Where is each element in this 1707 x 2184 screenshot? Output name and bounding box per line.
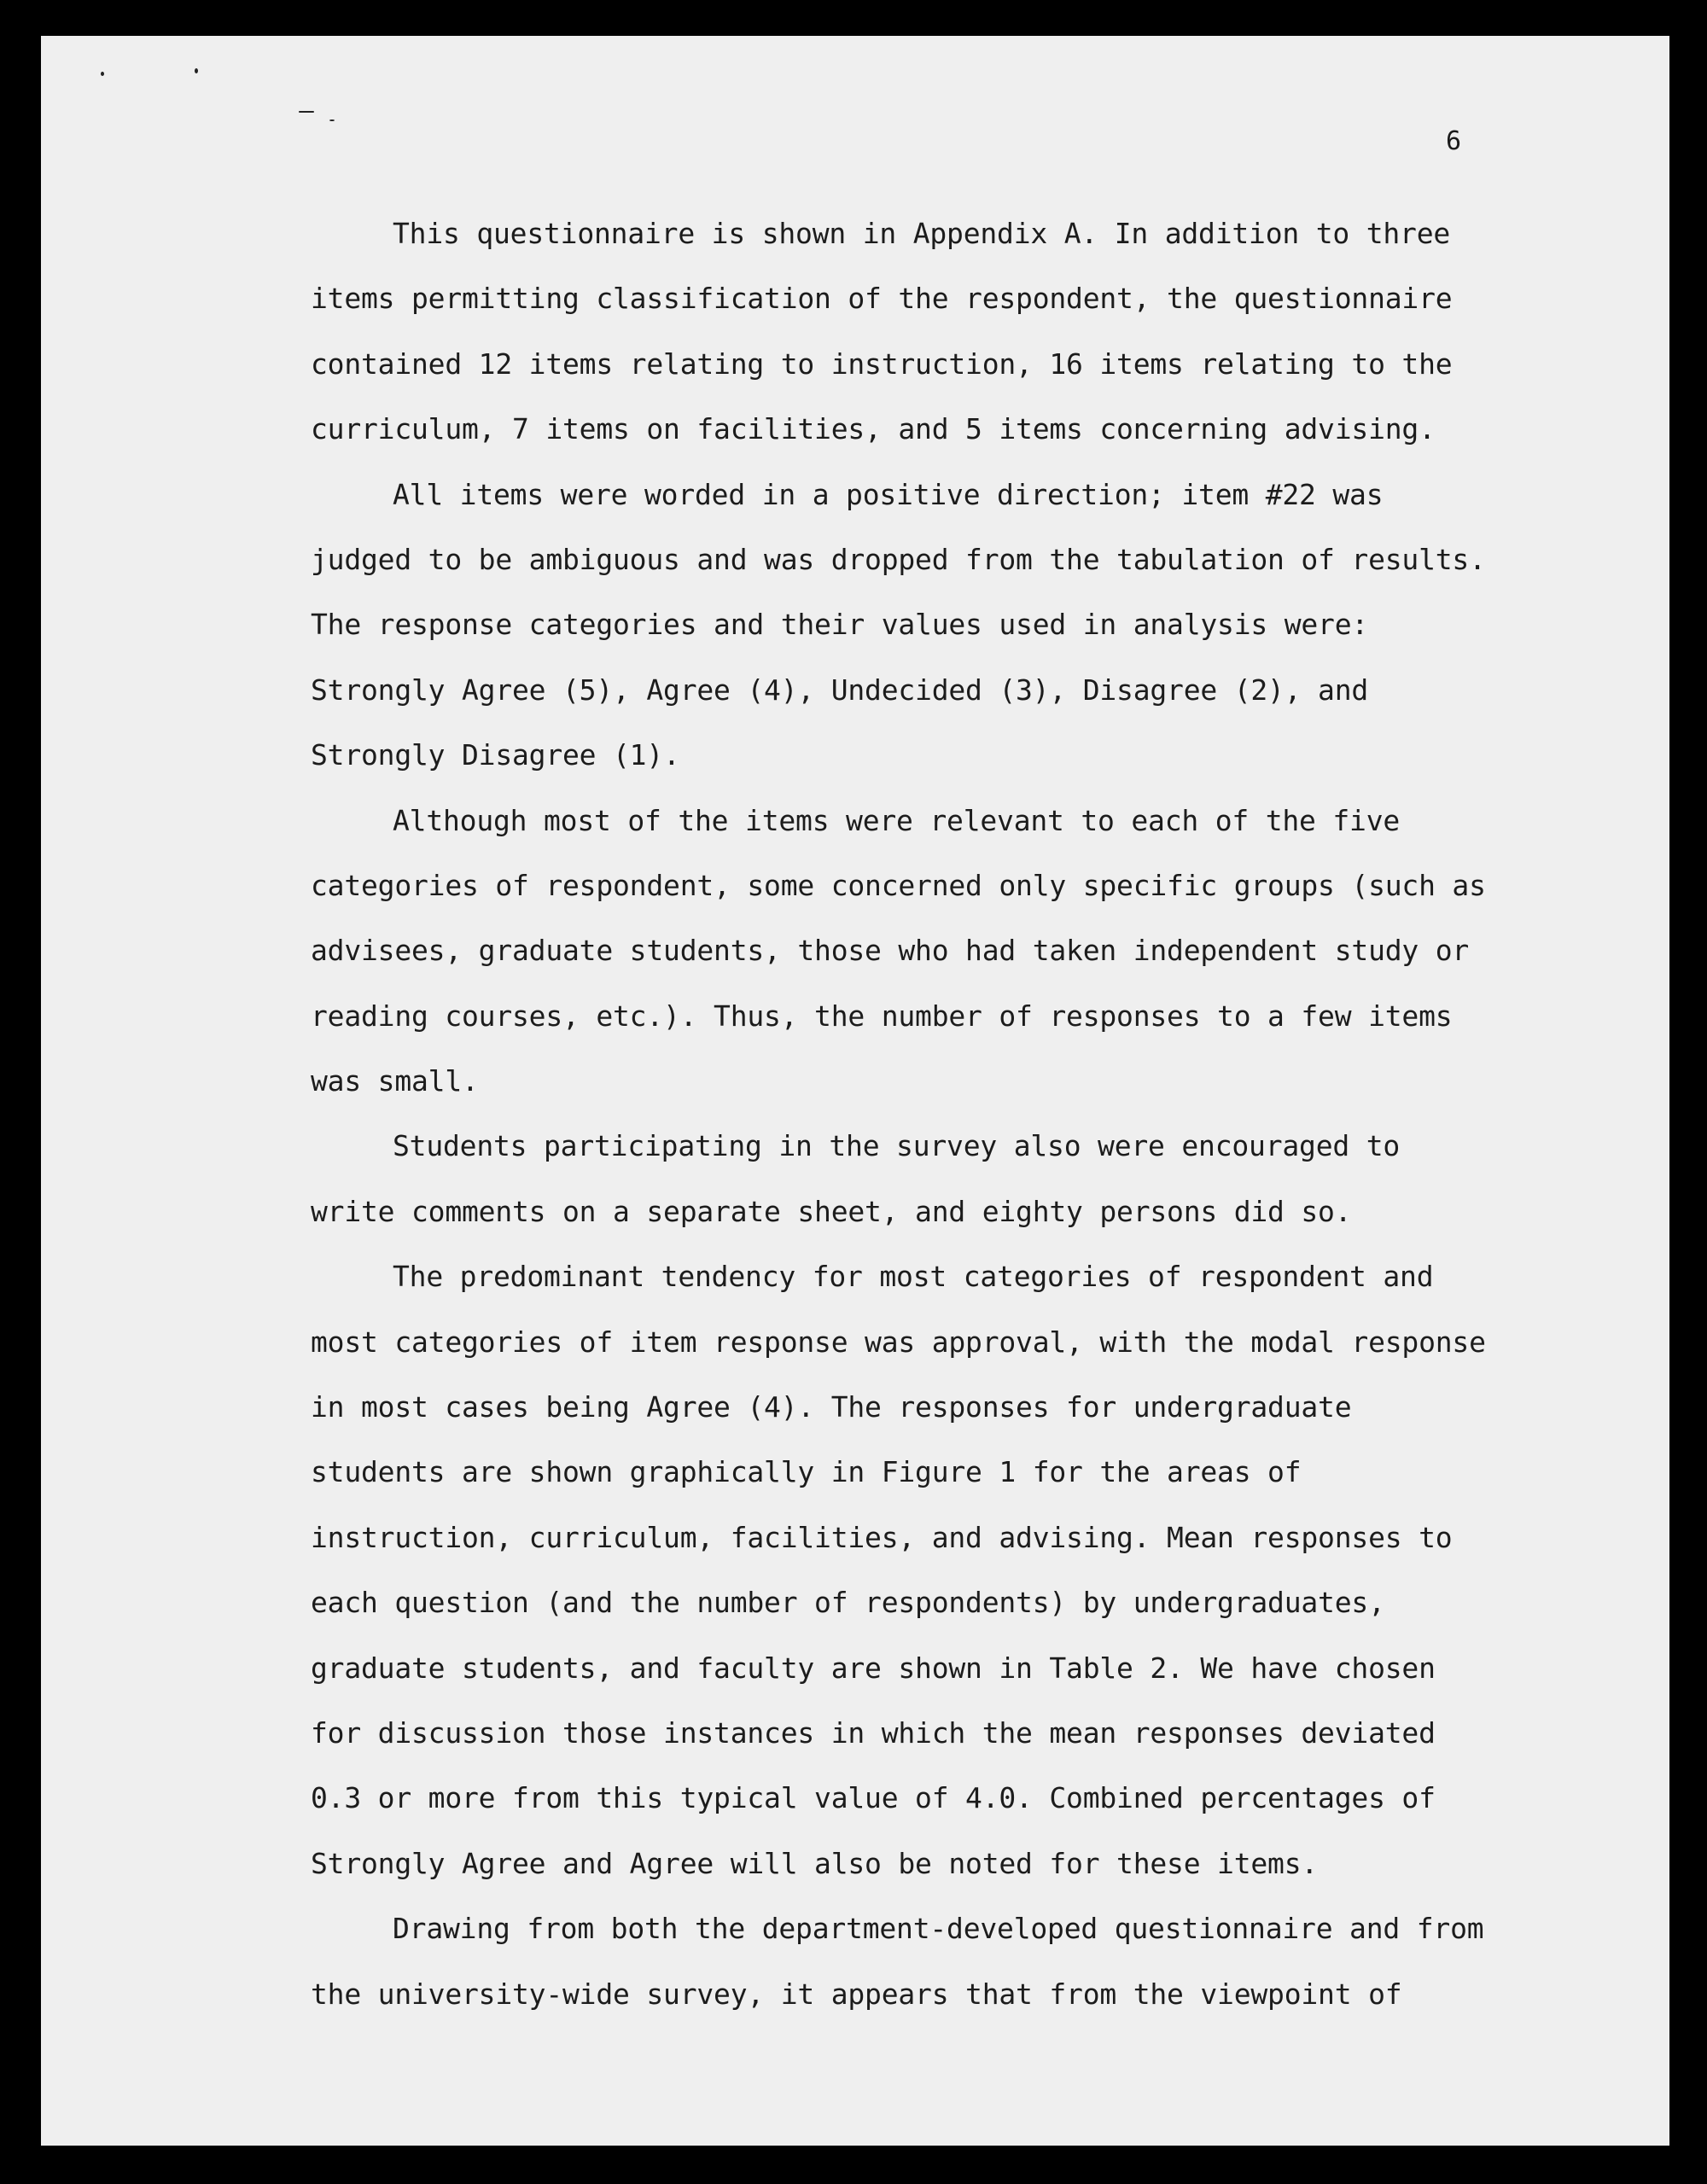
text-line: most categories of item response was approval, with the modal response [311,1325,1486,1359]
text-line: Strongly Disagree (1). [311,738,680,772]
text-line: The response categories and their values used in analysis were: [311,608,1369,642]
text-line: contained 12 items relating to instruction, 16 items relating to the [311,347,1453,381]
text-line: was small. [311,1064,479,1098]
text-line: The predominant tendency for most categories of respondent and [393,1260,1434,1294]
text-line: judged to be ambiguous and was dropped from the tabulation of results. [311,542,1486,576]
text-line: each question (and the number of respondents) by undergraduates, [311,1586,1385,1620]
text-line: reading courses, etc.). Thus, the number of responses to a few items [311,999,1453,1033]
text-line: instruction, curriculum, facilities, and advising. Mean responses to [311,1520,1453,1554]
body-text [311,201,1486,2027]
scan-speck [299,111,314,113]
text-line: students are shown graphically in Figure 1 for the areas of [311,1455,1302,1489]
page-number: 6 [1446,126,1462,156]
text-line: curriculum, 7 items on facilities, and 5 items concerning advising. [311,412,1436,446]
text-line: write comments on a separate sheet, and eighty persons did so. [311,1194,1352,1228]
text-line: All items were worded in a positive direction; item #22 was [393,477,1384,511]
text-line: advisees, graduate students, those who had taken independent study or [311,934,1470,968]
text-line: 0.3 or more from this typical value of 4.0. Combined percentages of [311,1781,1436,1815]
scan-speck [101,72,104,76]
text-line: Drawing from both the department-developed questionnaire and from [393,1912,1484,1946]
text-line: Strongly Agree (5), Agree (4), Undecided (3), Disagree (2), and [311,673,1369,707]
text-line: Strongly Agree and Agree will also be noted for these items. [311,1846,1319,1880]
text-line: for discussion those instances in which the mean responses deviated [311,1715,1436,1750]
scan-speck [329,119,335,121]
text-line: the university-wide survey, it appears that from the viewpoint of [311,1977,1402,2011]
scan-speck [195,68,198,73]
text-line: graduate students, and faculty are shown in Table 2. We have chosen [311,1651,1436,1685]
text-line: Students participating in the survey also were encouraged to [393,1129,1401,1163]
text-line: This questionnaire is shown in Appendix A. In addition to three [393,217,1451,250]
text-line: in most cases being Agree (4). The responses for undergraduate [311,1390,1352,1424]
text-line: categories of respondent, some concerned only specific groups (such as [311,868,1486,902]
text-line: Although most of the items were relevant to each of the five [393,803,1401,837]
text-line: items permitting classification of the respondent, the questionnaire [311,282,1453,316]
